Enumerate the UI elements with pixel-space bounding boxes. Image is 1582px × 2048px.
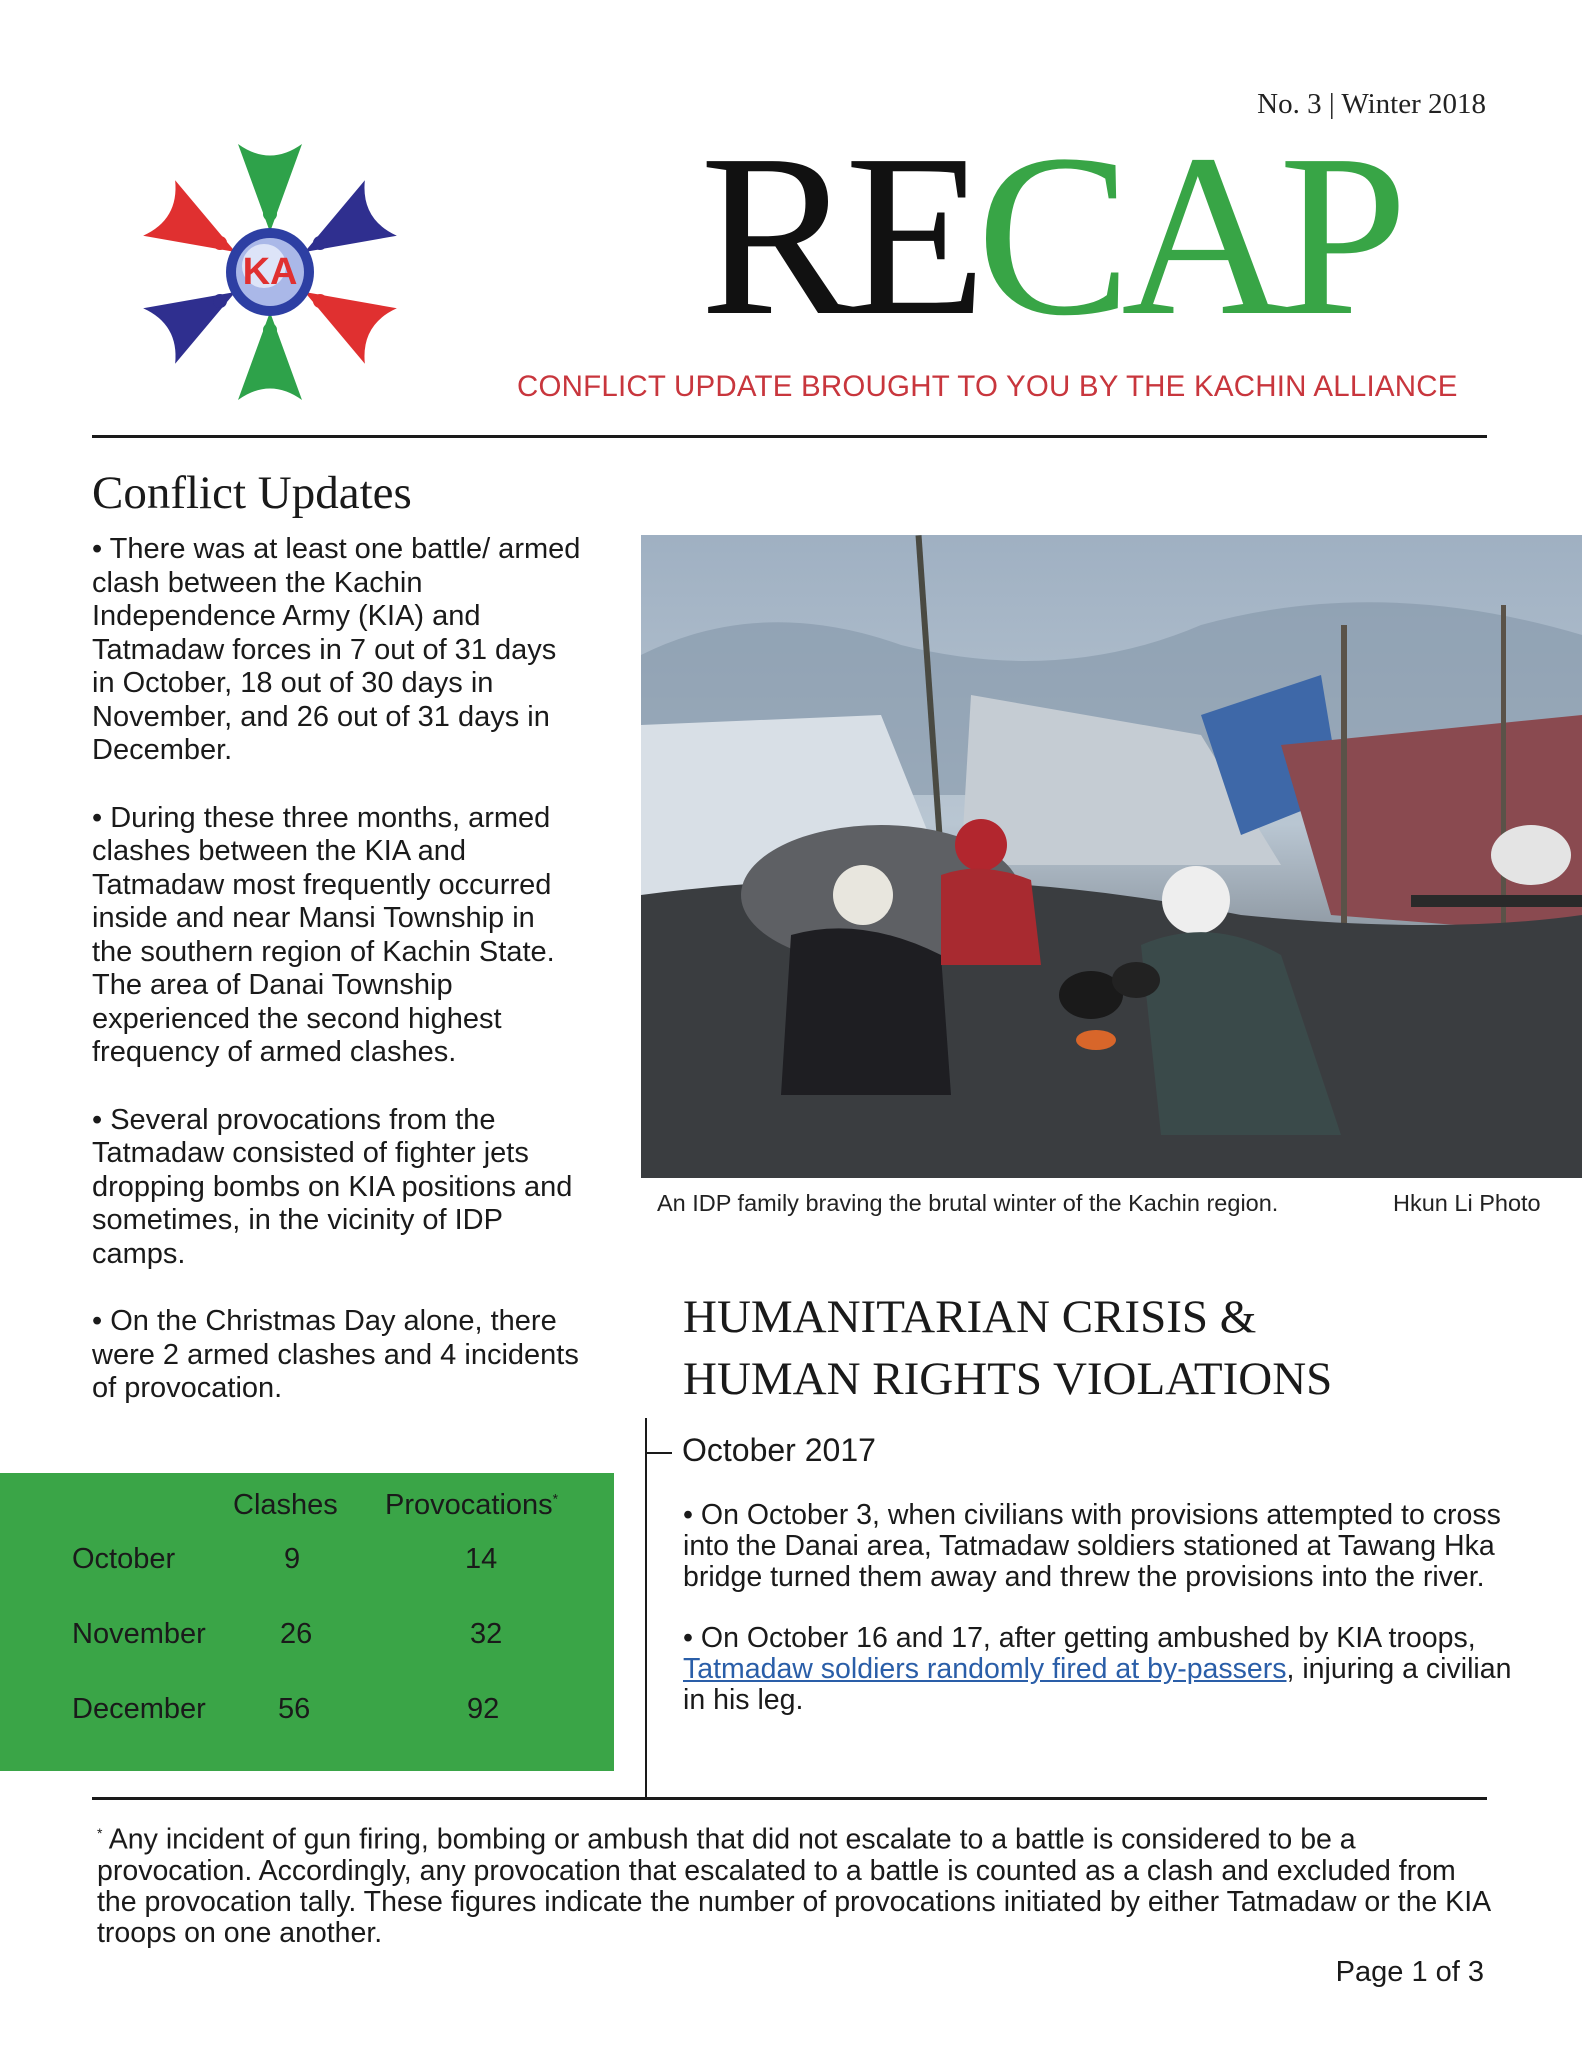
humanitarian-paragraph-2 <box>683 1623 1513 1716</box>
table-row-month: December <box>72 1693 206 1725</box>
timeline-tick <box>645 1452 672 1454</box>
footnote-text: Any incident of gun firing, bombing or ambush that did not escalate to a battle is considered to be a provocation. Accordingly, any provocation that escalated to a battle is counted as a clash and excluded from the provocation tally. These figures indicate the number of provocations initiated by either Tatmadaw or the KIA troops on one another. <box>97 1823 1490 1949</box>
table-row-month: November <box>72 1618 206 1650</box>
masthead-cap: CAP <box>976 107 1398 364</box>
humanitarian-heading <box>683 1286 1332 1410</box>
table-row-month: October <box>72 1543 176 1575</box>
masthead-subtitle: CONFLICT UPDATE BROUGHT TO YOU BY THE KACHIN ALLIANCE <box>517 370 1458 403</box>
conflict-paragraph-2: • During these three months, armed clashes between the KIA and Tatmadaw most frequently occurred inside and near Mansi Township in the southern region of Kachin State. The area of Danai Township experienced the second highest frequency of armed clashes. <box>92 801 555 1068</box>
issue-label: No. 3 | Winter 2018 <box>1257 88 1486 120</box>
humanitarian-body <box>683 1500 1513 1746</box>
masthead-re: RE <box>700 107 977 364</box>
footnote <box>97 1818 1497 1949</box>
timeline-vertical-line <box>645 1418 647 1798</box>
table-row-clashes: 26 <box>280 1618 313 1650</box>
paragraph-2-outro: , injuring a civilian in his leg. <box>683 1653 1512 1716</box>
provocations-asterisk: * <box>552 1490 559 1507</box>
table-row-provocations: 92 <box>467 1693 500 1725</box>
humanitarian-heading-line-2: HUMAN RIGHTS VIOLATIONS <box>683 1353 1333 1405</box>
svg-text:KA: KA <box>242 251 298 293</box>
photo-caption: An IDP family braving the brutal winter of the Kachin region. <box>657 1190 1279 1216</box>
kachin-alliance-logo <box>130 132 410 412</box>
footnote-asterisk: * <box>97 1825 103 1841</box>
table-row-provocations: 32 <box>470 1618 503 1650</box>
paragraph-2-intro: • On October 16 and 17, after getting ambushed by KIA troops, <box>683 1622 1476 1654</box>
page-number: Page 1 of 3 <box>1335 1956 1484 1988</box>
provocations-label: Provocations <box>385 1489 553 1521</box>
table-header-clashes: Clashes <box>233 1489 338 1521</box>
humanitarian-heading-line-1: HUMANITARIAN CRISIS & <box>683 1291 1257 1343</box>
table-row-provocations: 14 <box>465 1543 498 1575</box>
clash-statistics-table <box>0 1473 614 1771</box>
footer-divider <box>92 1797 1487 1800</box>
table-header-provocations <box>385 1489 558 1522</box>
idp-family-photo <box>641 535 1582 1178</box>
photo-credit: Hkun Li Photo <box>1393 1190 1541 1216</box>
tatmadaw-firing-link[interactable]: Tatmadaw soldiers randomly fired at by-passers <box>683 1653 1287 1685</box>
conflict-paragraph-3: • Several provocations from the Tatmadaw consisted of fighter jets dropping bombs on KIA positions and sometimes, in the vicinity of IDP camps. <box>92 1103 573 1270</box>
masthead-title <box>700 107 1398 364</box>
conflict-updates-body <box>92 533 582 1440</box>
conflict-paragraph-4: • On the Christmas Day alone, there were 2 armed clashes and 4 incidents of provocation. <box>92 1305 579 1404</box>
table-row-clashes: 56 <box>278 1693 311 1725</box>
conflict-paragraph-1: • There was at least one battle/ armed clash between the Kachin Independence Army (KIA) and Tatmadaw forces in 7 out of 31 days in October, 18 out of 30 days in November, and 26 out of 31 days in December. <box>92 533 581 766</box>
humanitarian-paragraph-1: • On October 3, when civilians with provisions attempted to cross into the Danai area, Tatmadaw soldiers stationed at Tawang Hka bridge turned them away and threw the provisions into the river. <box>683 1499 1501 1593</box>
timeline-month-label: October 2017 <box>682 1432 876 1468</box>
conflict-updates-heading: Conflict Updates <box>92 467 412 519</box>
header-divider <box>92 435 1487 438</box>
table-row-clashes: 9 <box>284 1543 301 1575</box>
